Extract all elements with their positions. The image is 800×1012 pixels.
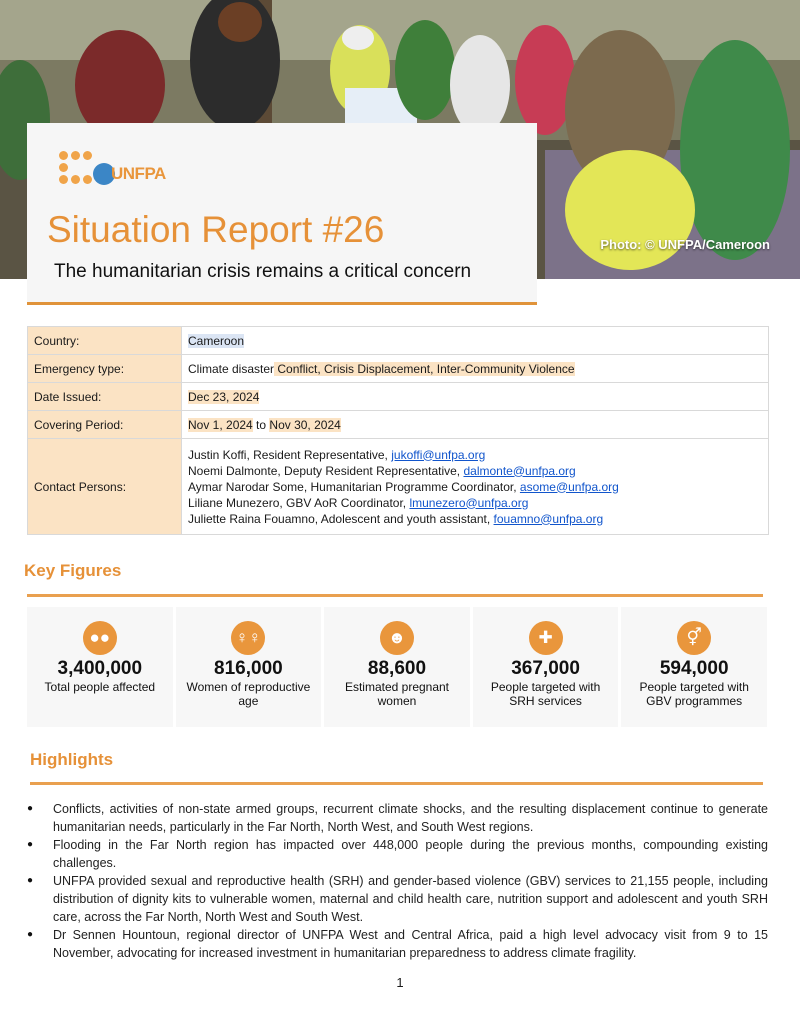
period-to: to bbox=[252, 417, 270, 432]
contact-row bbox=[188, 511, 762, 527]
contacts-list bbox=[182, 439, 769, 535]
key-figure-value: 816,000 bbox=[214, 658, 283, 679]
country-label: Country: bbox=[28, 327, 182, 355]
key-figures-heading: Key Figures bbox=[24, 561, 122, 580]
key-figure-value: 88,600 bbox=[367, 658, 427, 679]
section-divider bbox=[30, 782, 763, 785]
women-pair-icon: ♀♀ bbox=[231, 621, 265, 655]
info-table bbox=[27, 326, 769, 535]
key-figure-card bbox=[324, 607, 470, 727]
contact-email-link[interactable]: fouamno@unfpa.org bbox=[493, 511, 604, 526]
key-figure-card bbox=[176, 607, 322, 727]
date-label: Date Issued: bbox=[28, 383, 182, 411]
section-divider bbox=[27, 594, 763, 597]
period-end: Nov 30, 2024 bbox=[269, 417, 341, 432]
contacts-label: Contact Persons: bbox=[28, 439, 182, 535]
key-figure-value: 594,000 bbox=[659, 658, 729, 679]
contact-row bbox=[188, 447, 762, 463]
key-figure-caption: People targeted with SRH services bbox=[490, 680, 601, 708]
page-title: Situation Report #26 bbox=[47, 209, 385, 250]
photo-credit: Photo: © UNFPA/Cameroon bbox=[600, 237, 770, 252]
key-figure-value: 3,400,000 bbox=[57, 658, 143, 679]
logo-brand-text: UNFPA bbox=[111, 164, 166, 183]
title-card bbox=[27, 123, 537, 305]
table-row bbox=[28, 439, 769, 535]
emergency-prefix: Climate disaster bbox=[188, 361, 275, 376]
highlights-list bbox=[27, 800, 768, 962]
key-figure-value: 367,000 bbox=[511, 658, 580, 679]
key-figure-caption: Estimated pregnant women bbox=[344, 680, 450, 708]
list-item: ● Dr Sennen Hountoun, regional director of UNFPA West and Central Africa, paid a high level advocacy visit from 9 to 15 November, advocating for increased investment in humanitarian preparedness to address climate fragility. bbox=[27, 926, 768, 962]
period-start: Nov 1, 2024 bbox=[188, 417, 253, 432]
page-number: 1 bbox=[396, 975, 404, 990]
people-group-icon: ●● bbox=[83, 621, 117, 655]
table-row bbox=[28, 383, 769, 411]
contact-text: Noemi Dalmonte, Deputy Resident Representative, bbox=[188, 463, 464, 478]
contact-text: Juliette Raina Fouamno, Adolescent and youth assistant, bbox=[188, 511, 494, 526]
unfpa-logo bbox=[59, 151, 166, 195]
key-figures-row bbox=[27, 607, 767, 727]
contact-row bbox=[188, 463, 762, 479]
emergency-highlight: Conflict, Crisis Displacement, Inter-Community Violence bbox=[274, 361, 575, 376]
country-value: Cameroon bbox=[188, 333, 245, 348]
gender-symbol-icon: ⚥ bbox=[677, 621, 711, 655]
emergency-label: Emergency type: bbox=[28, 355, 182, 383]
list-item: ● Conflicts, activities of non-state armed groups, recurrent climate shocks, and the resulting displacement continue to generate humanitarian needs, particularly in the Far North, North West, and South West regions. bbox=[27, 800, 768, 836]
period-label: Covering Period: bbox=[28, 411, 182, 439]
highlights-heading: Highlights bbox=[30, 750, 114, 769]
table-row bbox=[28, 355, 769, 383]
key-figure-card bbox=[473, 607, 619, 727]
contact-email-link[interactable]: jukoffi@unfpa.org bbox=[391, 447, 486, 462]
contact-text: Aymar Narodar Some, Humanitarian Programme Coordinator, bbox=[188, 479, 520, 494]
contact-row bbox=[188, 479, 762, 495]
contact-row bbox=[188, 495, 762, 511]
key-figure-caption: Total people affected bbox=[44, 680, 156, 694]
list-item: ● Flooding in the Far North region has impacted over 448,000 people during the previous months, compounding existing challenges. bbox=[27, 836, 768, 872]
table-row bbox=[28, 327, 769, 355]
contact-email-link[interactable]: asome@unfpa.org bbox=[519, 479, 619, 494]
list-item: ● UNFPA provided sexual and reproductive health (SRH) and gender-based violence (GBV) services to 21,155 people, including distribution of dignity kits to vulnerable women, maternal and child health care, nutrition support and adolescent and youth SRH care, across the Far North, North West and South West. bbox=[27, 872, 768, 926]
contact-email-link[interactable]: lmunezero@unfpa.org bbox=[409, 495, 529, 510]
heart-plus-icon: ✚ bbox=[529, 621, 563, 655]
date-value: Dec 23, 2024 bbox=[188, 389, 260, 404]
key-figure-card bbox=[621, 607, 767, 727]
contact-text: Justin Koffi, Resident Representative, bbox=[188, 447, 392, 462]
pregnant-woman-icon: ☻ bbox=[380, 621, 414, 655]
key-figure-card bbox=[27, 607, 173, 727]
page-subtitle: The humanitarian crisis remains a critical concern bbox=[54, 261, 472, 282]
contact-text: Liliane Munezero, GBV AoR Coordinator, bbox=[188, 495, 410, 510]
contact-email-link[interactable]: dalmonte@unfpa.org bbox=[463, 463, 576, 478]
table-row bbox=[28, 411, 769, 439]
key-figure-caption: People targeted with GBV programmes bbox=[639, 680, 749, 708]
key-figure-caption: Women of reproductive age bbox=[186, 680, 311, 708]
